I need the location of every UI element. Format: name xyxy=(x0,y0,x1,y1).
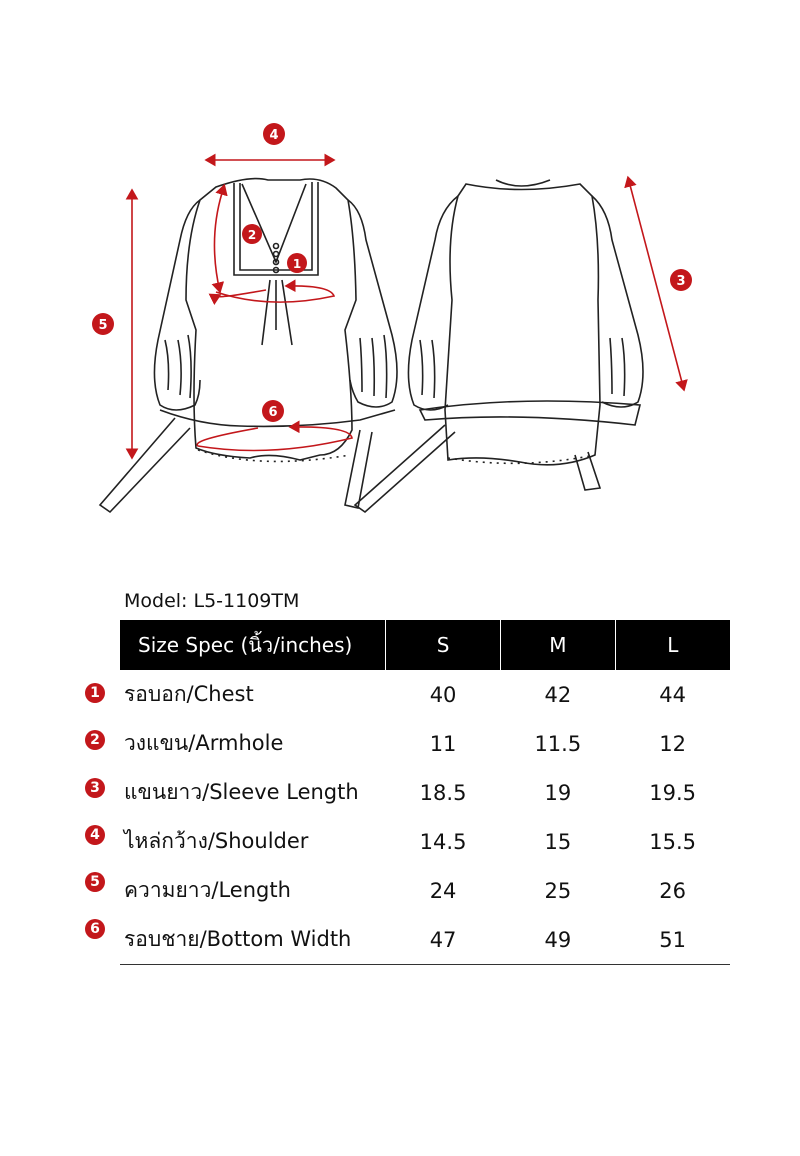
row-number: 5 xyxy=(90,874,100,890)
value-s: 11 xyxy=(429,731,457,756)
value-m: 15 xyxy=(544,829,572,854)
value-m: 25 xyxy=(544,878,572,903)
header-size-spec: Size Spec (นิ้ว/inches) xyxy=(120,620,386,670)
row-label: ไหล่กว้าง/Shoulder xyxy=(124,829,309,853)
row-label: รอบชาย/Bottom Width xyxy=(120,915,386,965)
row-number: 3 xyxy=(90,780,100,796)
row-number-badge xyxy=(85,919,105,939)
row-label: แขนยาว/Sleeve Length xyxy=(124,780,359,804)
marker-1 xyxy=(287,253,307,273)
value-m: 42 xyxy=(544,682,572,707)
row-label: รอบอก/Chest xyxy=(124,682,254,706)
marker-2 xyxy=(242,224,262,244)
table-row xyxy=(120,768,730,817)
value-s: 18.5 xyxy=(419,780,467,805)
row-number: 6 xyxy=(90,921,100,937)
row-number: 2 xyxy=(90,732,100,748)
table-row xyxy=(120,866,730,915)
row-number-badge xyxy=(85,872,105,892)
header-s: S xyxy=(386,620,501,670)
svg-text:2: 2 xyxy=(247,228,257,242)
row-label: ความยาว/Length xyxy=(124,878,291,902)
value-m: 19 xyxy=(544,780,572,805)
table-row xyxy=(120,670,730,719)
table-header-row xyxy=(120,620,730,670)
row-number: 4 xyxy=(90,827,100,843)
marker-6 xyxy=(262,400,284,422)
marker-5 xyxy=(92,313,114,335)
row-number-badge xyxy=(85,730,105,750)
table-row xyxy=(120,817,730,866)
svg-text:4: 4 xyxy=(269,128,279,143)
value-m: 11.5 xyxy=(534,731,582,756)
row-label: วงแขน/Armhole xyxy=(124,731,284,755)
value-s: 24 xyxy=(429,878,457,903)
value-s: 47 xyxy=(386,915,501,965)
model-label: Model: L5-1109TM xyxy=(124,590,300,612)
header-m: M xyxy=(500,620,615,670)
value-s: 40 xyxy=(429,682,457,707)
measurement-arrows xyxy=(132,160,684,458)
value-s: 14.5 xyxy=(419,829,467,854)
size-spec-table xyxy=(120,620,730,965)
value-l: 15.5 xyxy=(649,829,696,854)
row-number-badge xyxy=(85,825,105,845)
value-l: 51 xyxy=(615,915,730,965)
marker-4 xyxy=(263,123,285,145)
value-l: 44 xyxy=(659,682,686,707)
value-l: 12 xyxy=(659,731,686,756)
svg-text:5: 5 xyxy=(98,318,108,333)
value-m: 49 xyxy=(500,915,615,965)
svg-text:3: 3 xyxy=(676,274,686,289)
sketch-markers xyxy=(92,123,692,422)
svg-text:6: 6 xyxy=(268,405,278,420)
header-l: L xyxy=(615,620,730,670)
row-number-badge xyxy=(85,683,105,703)
marker-3 xyxy=(670,269,692,291)
value-l: 19.5 xyxy=(649,780,696,805)
table-row xyxy=(120,915,730,965)
row-number: 1 xyxy=(90,685,100,701)
table-row xyxy=(120,719,730,768)
row-number-badge xyxy=(85,778,105,798)
value-l: 26 xyxy=(659,878,686,903)
back-view xyxy=(355,180,643,512)
svg-text:1: 1 xyxy=(292,257,302,271)
garment-sketch xyxy=(0,0,800,560)
